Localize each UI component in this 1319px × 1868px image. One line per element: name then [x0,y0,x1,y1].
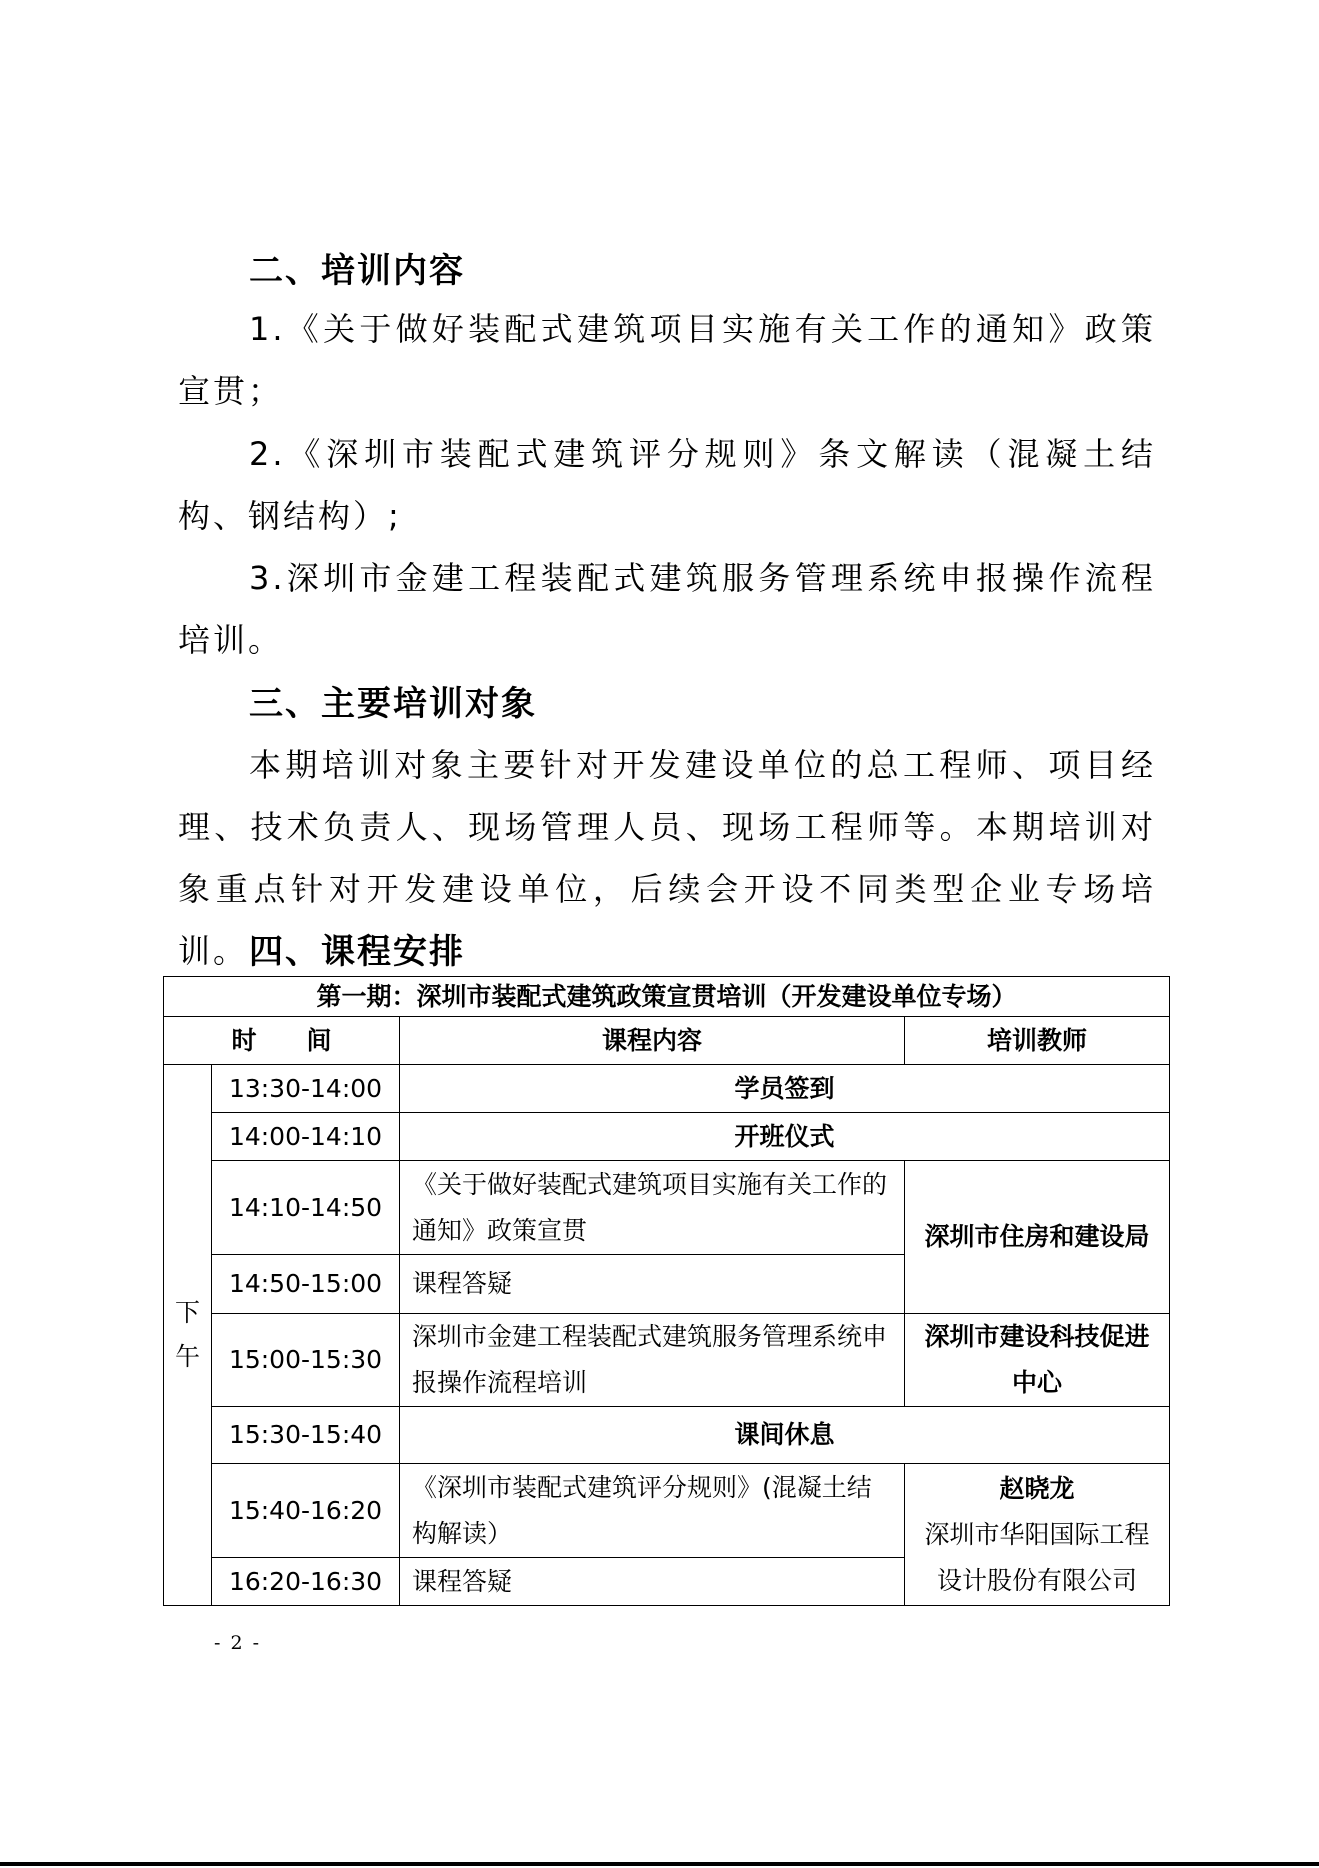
bottom-divider [0,1862,1319,1866]
content-item-2: 2.《深圳市装配式建筑评分规则》条文解读（混凝土结构、钢结构）; [178,435,1156,535]
teacher-lecturer [905,1464,1170,1606]
time-cell: 14:10-14:50 [212,1161,400,1255]
section-heading-audience: 三、主要培训对象 [249,684,537,724]
header-content: 课程内容 [400,1017,905,1065]
lecturer-name: 赵晓龙 [999,1473,1075,1503]
teacher-housing-bureau: 深圳市住房和建设局 [905,1161,1170,1314]
table-row [164,1161,1170,1255]
time-cell: 16:20-16:30 [212,1558,400,1606]
time-cell: 15:00-15:30 [212,1314,400,1407]
time-cell: 13:30-14:00 [212,1065,400,1113]
table-title-row [164,977,1170,1017]
table-row [164,1314,1170,1407]
table-row [164,1065,1170,1113]
time-cell: 15:30-15:40 [212,1407,400,1464]
table-header-row [164,1017,1170,1065]
content-cell: 深圳市金建工程装配式建筑服务管理系统申报操作流程培训 [400,1314,905,1407]
table-row [164,1113,1170,1161]
header-time: 时 间 [164,1017,400,1065]
table-row [164,1407,1170,1464]
content-item-1: 1.《关于做好装配式建筑项目实施有关工作的通知》政策宣贯； [178,310,1156,410]
content-cell: 课间休息 [400,1407,1170,1464]
table-title: 第一期：深圳市装配式建筑政策宣贯培训（开发建设单位专场） [164,977,1170,1017]
table-row [164,1464,1170,1558]
content-item-3: 3.深圳市金建工程装配式建筑服务管理系统申报操作流程培训。 [178,559,1156,659]
content-cell: 《关于做好装配式建筑项目实施有关工作的通知》政策宣贯 [400,1161,905,1255]
page-number: - 2 - [214,1632,262,1654]
period-cell: 下午 [164,1065,212,1606]
section-heading-schedule: 四、课程安排 [249,932,465,972]
time-cell: 14:50-15:00 [212,1255,400,1314]
section-heading-content: 二、培训内容 [249,251,465,291]
content-cell: 《深圳市装配式建筑评分规则》(混凝土结构解读） [400,1464,905,1558]
time-cell: 15:40-16:20 [212,1464,400,1558]
content-cell: 课程答疑 [400,1558,905,1606]
course-schedule-table [163,976,1170,1606]
header-teacher: 培训教师 [905,1017,1170,1065]
lecturer-organization: 深圳市华阳国际工程设计股份有限公司 [924,1519,1150,1595]
content-cell: 开班仪式 [400,1113,1170,1161]
content-cell: 课程答疑 [400,1255,905,1314]
time-cell: 14:00-14:10 [212,1113,400,1161]
audience-paragraph: 本期培训对象主要针对开发建设单位的总工程师、项目经理、技术负责人、现场管理人员、现场工程师等。本期培训对象重点针对开发建设单位，后续会开设不同类型企业专场培训。 [178,746,1156,970]
teacher-tech-center: 深圳市建设科技促进中心 [905,1314,1170,1407]
content-cell: 学员签到 [400,1065,1170,1113]
